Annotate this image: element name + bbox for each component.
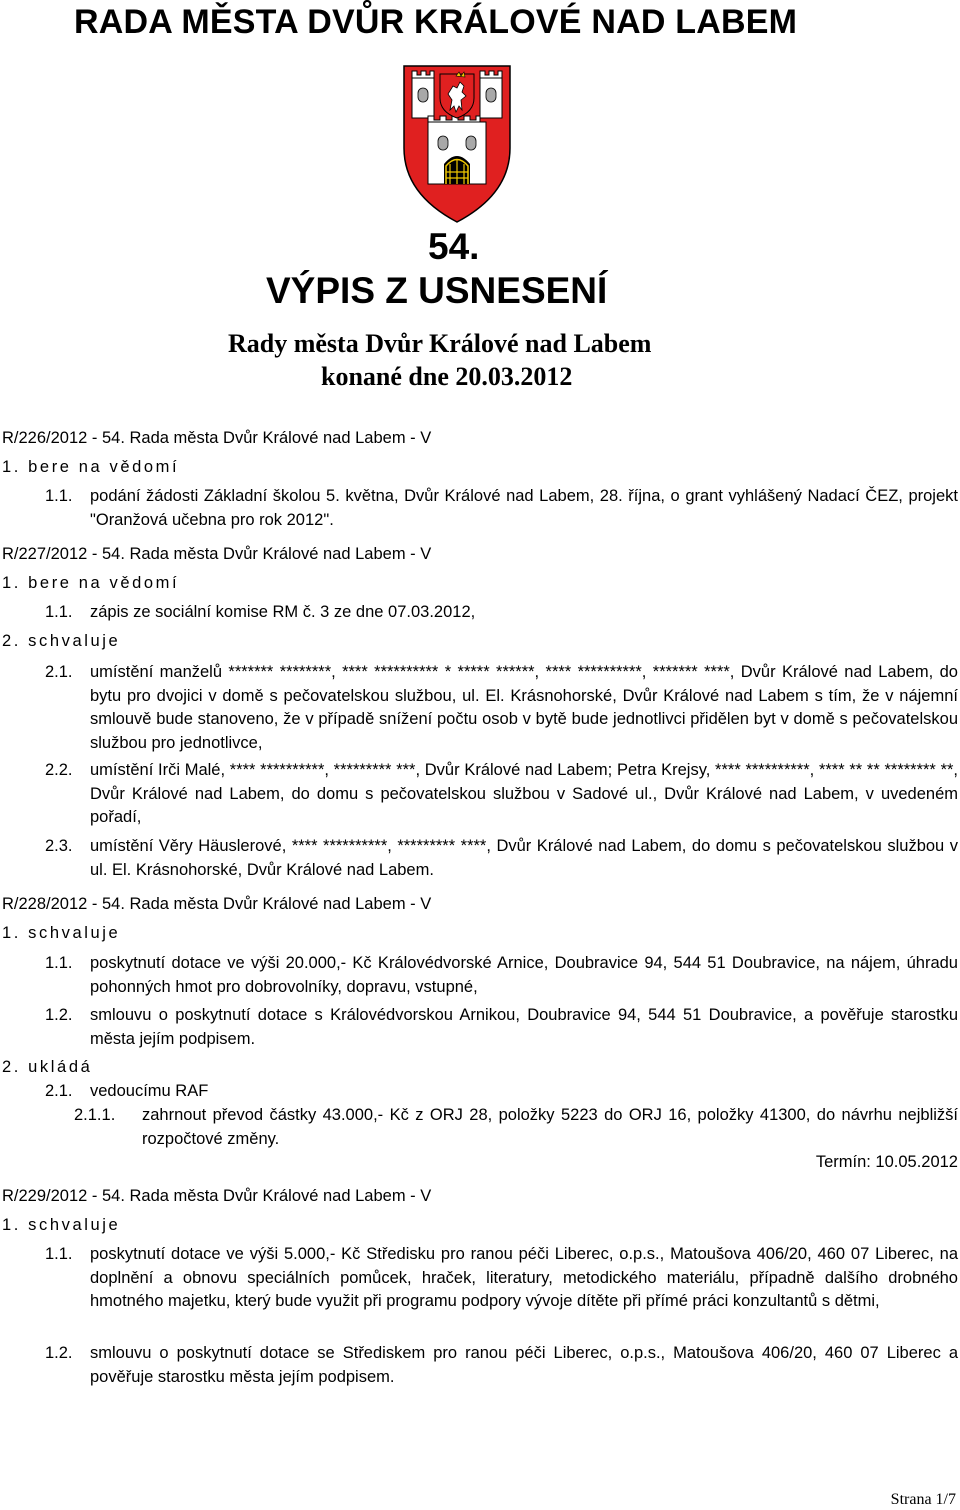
item-text: vedoucímu RAF xyxy=(90,1082,209,1100)
city-coat-of-arms-icon xyxy=(398,64,516,224)
page-number: Strana 1/7 xyxy=(890,1491,956,1508)
item-number: 2.1. xyxy=(45,1082,73,1100)
item-number: 1.1. xyxy=(45,487,73,505)
subtitle-council: Rady města Dvůr Králové nad Labem xyxy=(228,329,652,358)
item-text: umístění Věry Häuslerové, **** **********, ********* ****, Dvůr Králové nad Labem, do domu s pečovatelskou službou v ul. El. Krásnohorské, Dvůr Králové nad Labem. xyxy=(90,837,958,879)
item-number: 2.3. xyxy=(45,837,73,855)
item-text: zápis ze sociální komise RM č. 3 ze dne 07.03.2012, xyxy=(90,603,476,621)
item-number: 1.1. xyxy=(45,1245,73,1263)
item-text: poskytnutí dotace ve výši 5.000,- Kč Středisku pro ranou péči Liberec, o.p.s., Matoušova 406/20, 460 07 Liberec, na doplnění a obnovu speciálních pomůcek, hraček, literatury, metodického materiálu, případně dalšího drobného hmotného majetku, který bude využit při programu podpory vývoje dítěte při přímé práci konzultantů s dětmi, xyxy=(90,1245,958,1310)
item-text: poskytnutí dotace ve výši 20.000,- Kč Královédvorské Arnice, Doubravice 94, 544 51 Doubravice, na nájem, úhradu pohonných hmot pro dobrovolníky, dopravu, vstupné, xyxy=(90,954,958,996)
item-number: 2.1.1. xyxy=(74,1106,116,1124)
section-label: 1. schvaluje xyxy=(2,924,121,942)
council-title: RADA MĚSTA DVŮR KRÁLOVÉ NAD LABEM xyxy=(74,3,798,41)
item-number: 1.2. xyxy=(45,1344,73,1362)
extract-number: 54. xyxy=(428,226,480,267)
resolution-heading: R/228/2012 - 54. Rada města Dvůr Králové nad Labem - V xyxy=(2,895,432,913)
section-label: 1. bere na vědomí xyxy=(2,458,180,476)
section-label: 2. schvaluje xyxy=(2,632,121,650)
subtitle-date: konané dne 20.03.2012 xyxy=(321,362,573,391)
resolution-heading: R/227/2012 - 54. Rada města Dvůr Králové nad Labem - V xyxy=(2,545,432,563)
item-text: smlouvu o poskytnutí dotace s Královédvorskou Arnikou, Doubravice 94, 544 51 Doubravice, a pověřuje starostku města jejím podpisem. xyxy=(90,1006,958,1048)
resolution-heading: R/226/2012 - 54. Rada města Dvůr Králové nad Labem - V xyxy=(2,429,432,447)
item-number: 1.1. xyxy=(45,603,73,621)
deadline: Termín: 10.05.2012 xyxy=(815,1153,958,1171)
item-text: umístění manželů ******* ********, **** ********** * ***** ******, **** **********, ******* ****, Dvůr Králové nad Labem, do bytu pro dvojici v domě s pečovatelskou službou, ul. El. Krásnohorské, Dvůr Králové nad Labem s tím, že v nájemní smlouvě bude stanoveno, že v případě snížení počtu osob v bytě bude jednotlivci přidělen byt v domě s pečovatelskou službou pro jednotlivce, xyxy=(90,663,958,752)
item-text: umístění Irči Malé, **** **********, ********* ***, Dvůr Králové nad Labem; Petra Krejsy, **** **********, **** ** ** ******** **, Dvůr Králové nad Labem, do domu s pečovatelskou službou v Sadové ul., Dvůr Králové nad Labem, v uvedeném pořadí, xyxy=(90,761,958,826)
resolution-heading: R/229/2012 - 54. Rada města Dvůr Králové nad Labem - V xyxy=(2,1187,432,1205)
section-label: 2. ukládá xyxy=(2,1058,93,1076)
section-label: 1. bere na vědomí xyxy=(2,574,180,592)
item-text: podání žádosti Základní školou 5. května, Dvůr Králové nad Labem, 28. října, o grant vyhlášený Nadací ČEZ, projekt "Oranžová učebna pro rok 2012". xyxy=(90,487,958,529)
document-type: VÝPIS Z USNESENÍ xyxy=(266,270,608,311)
item-text: smlouvu o poskytnutí dotace se Střediskem pro ranou péči Liberec, o.p.s., Matoušova 406/20, 460 07 Liberec a pověřuje starostku města jejím podpisem. xyxy=(90,1344,958,1386)
item-number: 1.1. xyxy=(45,954,73,972)
item-number: 2.2. xyxy=(45,761,73,779)
item-number: 1.2. xyxy=(45,1006,73,1024)
item-text: zahrnout převod částky 43.000,- Kč z ORJ 28, položky 5223 do ORJ 16, položky 41300, do návrhu nejbližší rozpočtové změny. xyxy=(142,1106,958,1148)
section-label: 1. schvaluje xyxy=(2,1216,121,1234)
item-number: 2.1. xyxy=(45,663,73,681)
